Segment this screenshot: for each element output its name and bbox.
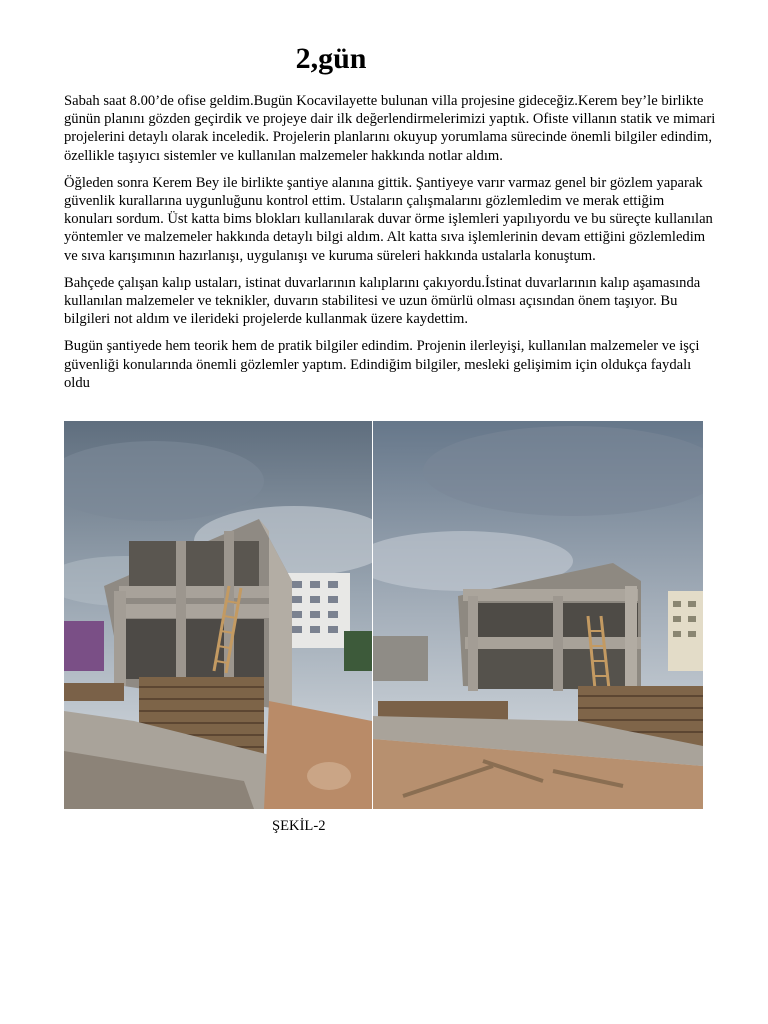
page-title: 2,gün (295, 42, 367, 75)
body-text (64, 92, 716, 401)
figure-photos (64, 421, 704, 809)
paragraph-2: Öğleden sonra Kerem Bey ile birlikte şantiye alanına gittik. Şantiyeye varır varmaz genel bir gözlem yaparak güvenlik kurallarına uygunluğunu kontrol ettim. Ustaların çalışmalarını gözlemledim ve merak ettiğim konuları sordum. Üst katta bims blokları kullanılarak duvar örme işlemleri yapılıyordu ve bu süreçte kullanılan yöntemler ve malzemeler hakkında detaylı bilgi aldım. Alt katta sıva işlemlerinin devam ettiğini gözlemledim ve sıva karışımının hazırlanışı, uygulanışı ve kuruma süreleri hakkında ustalarla konuştum. (64, 174, 713, 264)
paragraph-4: Bugün şantiyede hem teorik hem de pratik bilgiler edindim. Projenin ilerleyişi, kullanılan malzemeler ve işçi güvenliği konularında önemli gözlemler yaptım. Edindiğim bilgiler, mesleki gelişimim için oldukça faydalı oldu (64, 338, 700, 391)
construction-photo-right (373, 421, 703, 809)
paragraph-1: Sabah saat 8.00’de ofise geldim.Bugün Kocavilayette bulunan villa projesine gideceğiz.Kerem bey’le birlikte günün planını gözden geçirdik ve projeye dair ilk değerlendirmelerimizi yaptık. Ofiste villanın statik ve mimari projelerini detaylı olarak inceledik. Projelerin planlarını okuyup yorumlama sürecinde önemli bilgiler edindim, özellikle taşıyıcı sistemler ve kullanılan malzemeler hakkında notlar aldım. (64, 93, 716, 164)
figure-caption: ŞEKİL-2 (272, 818, 326, 834)
construction-photo-left (64, 421, 372, 809)
paragraph-3: Bahçede çalışan kalıp ustaları, istinat duvarlarının kalıplarını çakıyordu.İstinat duvarlarının kalıp aşamasında kullanılan malzemeler ve teknikler, duvarın stabilitesi ve uzun ömürlü olması açısından önem taşıyor. Bu bilgileri not aldım ve ilerideki projelerde kullanmak üzere kaydettim. (64, 274, 701, 328)
